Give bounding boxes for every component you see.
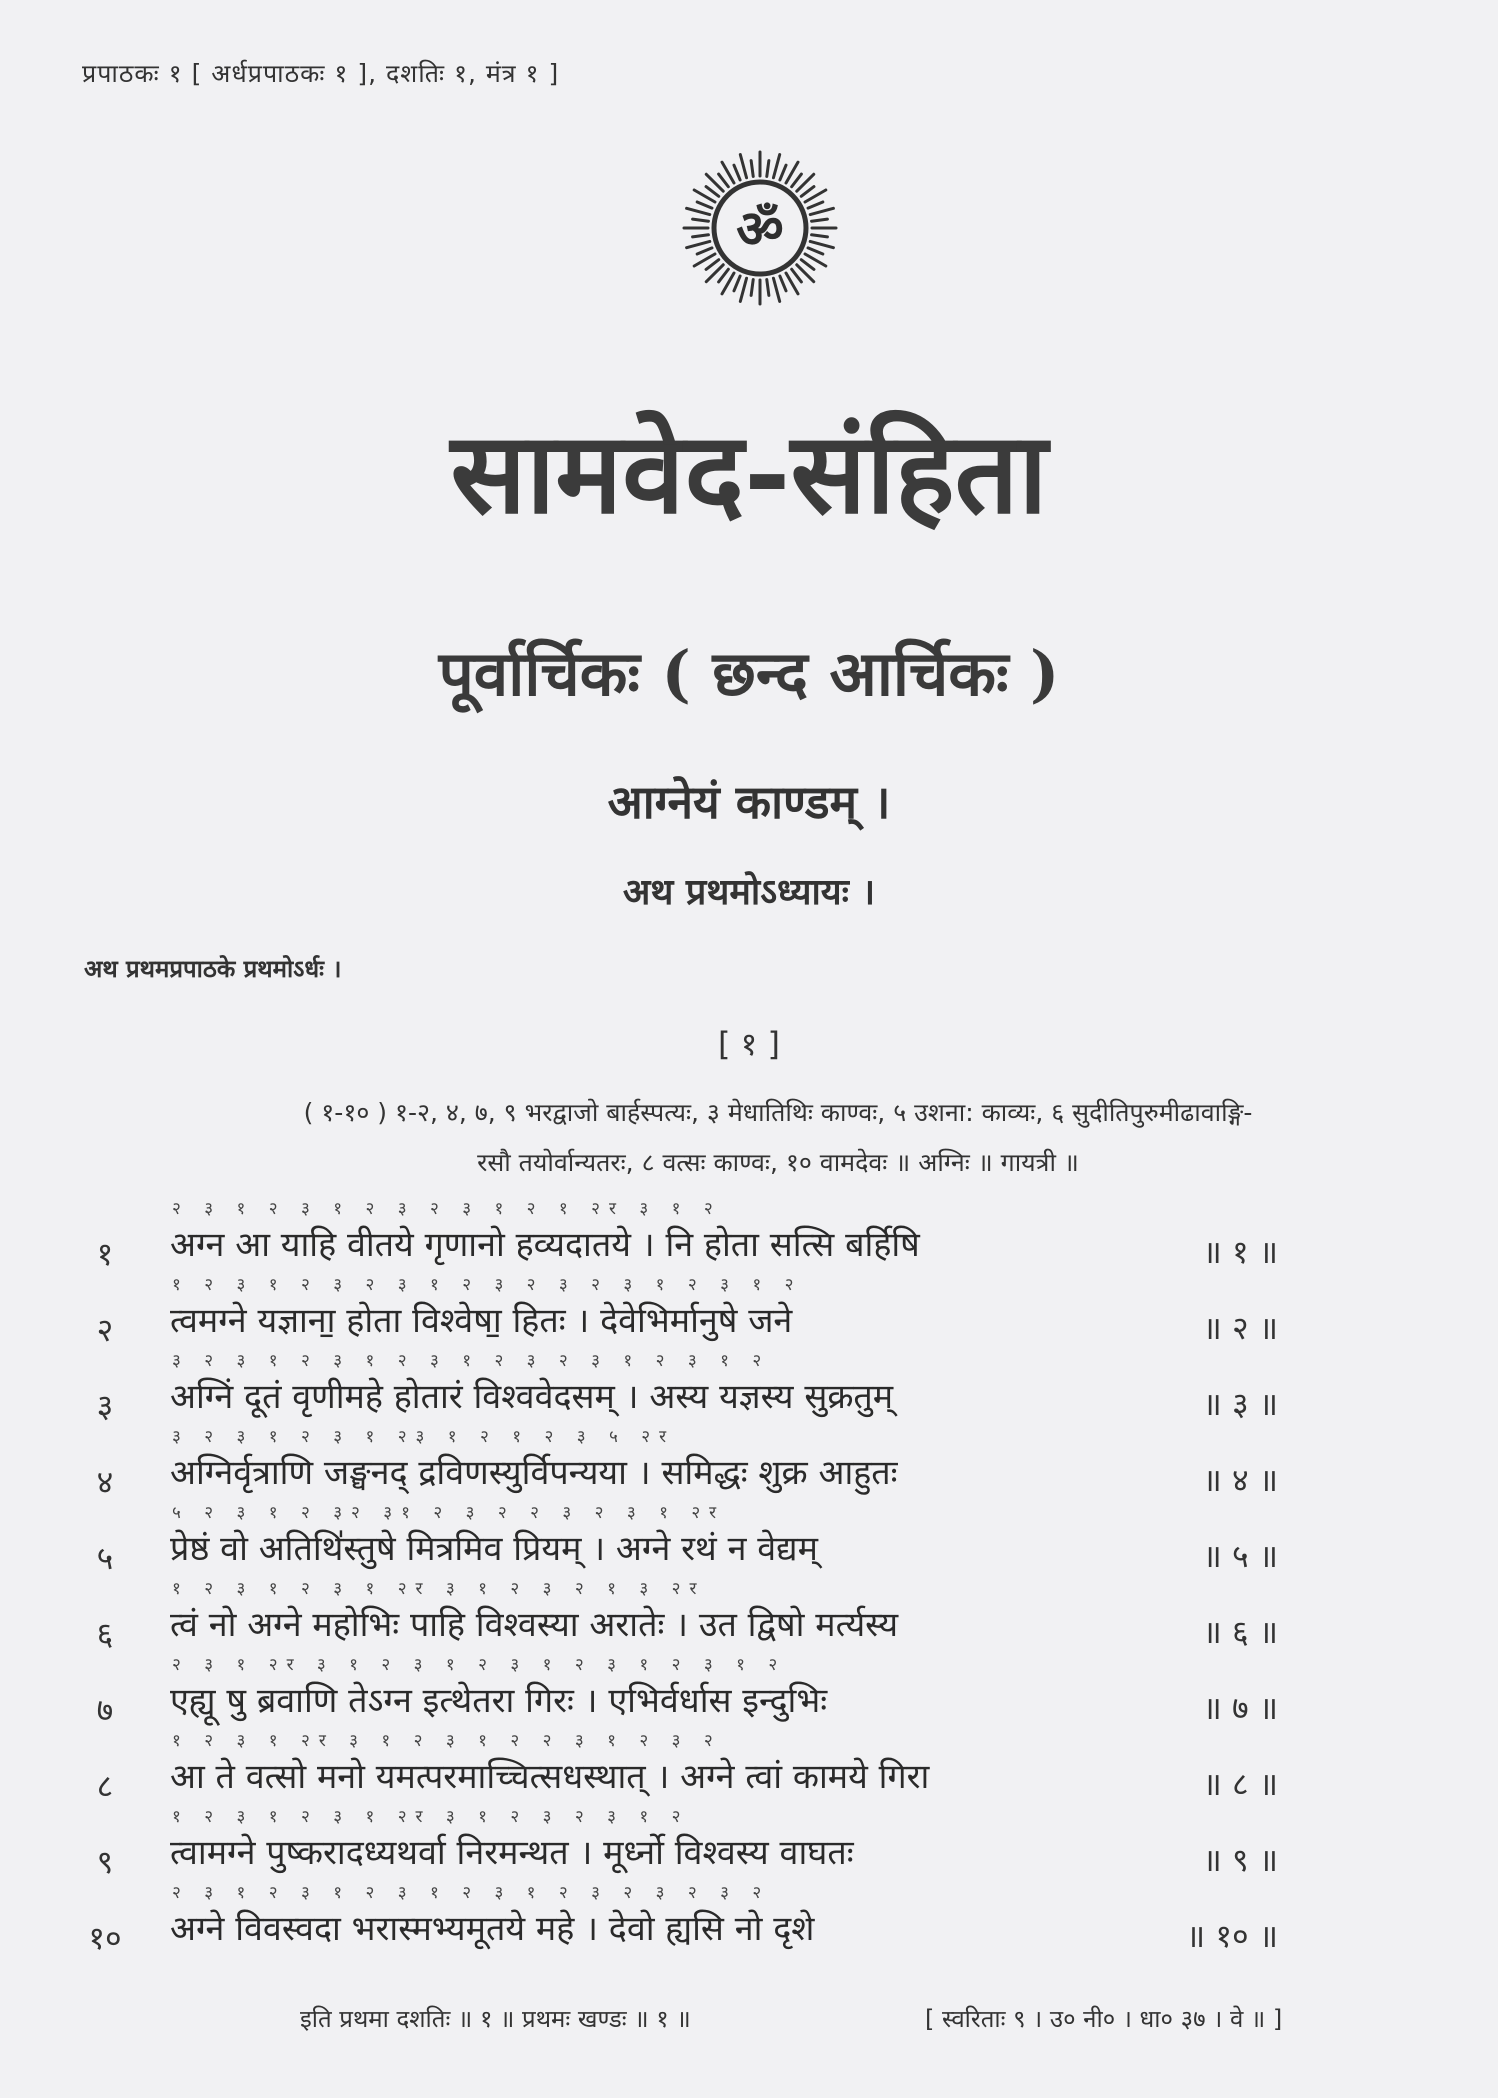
verse-end-number: ॥ ९ ॥ bbox=[1202, 1841, 1278, 1879]
sun-ray bbox=[801, 187, 814, 197]
verse-text: एह्यू षु ब्रवाणि तेऽग्न इत्थेतरा गिरः । एभिर्वर्धास इन्दुभिः bbox=[170, 1681, 828, 1721]
verse-number: ६ bbox=[96, 1615, 114, 1653]
sun-ray bbox=[697, 248, 712, 254]
sun-ray bbox=[751, 161, 753, 177]
verse-accent-marks: ३ २ ३ १ २ ३ १ २ ३ १ २ ३ २ ३ १ २ ३ १ २ bbox=[172, 1351, 771, 1371]
verse-accent-marks: २ ३ १ २र ३ १ २ ३ १ २ ३ १ २ ३ १ २ ३ १ २ bbox=[172, 1655, 787, 1675]
verse-row bbox=[0, 1348, 1498, 1424]
om-symbol: ॐ bbox=[736, 200, 784, 260]
verse-row bbox=[0, 1576, 1498, 1652]
sun-ray bbox=[740, 278, 746, 301]
verse-row bbox=[0, 1728, 1498, 1804]
verse-accent-marks: ५ २ ३ १ २ ३२ ३१ २ ३ २ २ ३ २ ३ १ २र bbox=[172, 1503, 726, 1523]
adhyaya-heading: अथ प्रथमोऽध्यायः । bbox=[622, 872, 876, 913]
sun-ray bbox=[810, 208, 833, 214]
rishi-line-2: रसौ तयोर्वान्यतरः, ८ वत्सः काण्वः, १० वामदेवः ॥ अग्निः ॥ गायत्री ॥ bbox=[477, 1148, 1079, 1177]
verse-text: अग्न आ याहि वीतये गृणानो हव्यदातये । नि होता सत्सि बर्हिषि bbox=[170, 1225, 920, 1265]
sun-ray bbox=[767, 280, 769, 296]
rishi-devata-chhanda bbox=[78, 1088, 1478, 1188]
sun-ray bbox=[740, 155, 746, 178]
sun-ray bbox=[808, 248, 823, 254]
verse-end-number: ॥ ८ ॥ bbox=[1202, 1765, 1278, 1803]
sun-ray bbox=[693, 235, 709, 237]
sun-ray bbox=[792, 174, 802, 187]
section-number: [ १ ] bbox=[718, 1025, 780, 1063]
sun-ray bbox=[812, 235, 828, 237]
verse-number: ९ bbox=[96, 1843, 114, 1881]
sun-ray bbox=[706, 187, 719, 197]
sun-ray bbox=[810, 241, 833, 247]
verse-accent-marks: २ ३ १ २ ३ १ २ ३ १ २ ३ १ २ ३ २ ३ २ ३ २ bbox=[172, 1883, 771, 1903]
verse-text: अग्निर्वृत्राणि जङ्घनद् द्रविणस्युर्विपन्यया । समिद्धः शुक्र आहुतः bbox=[170, 1453, 898, 1493]
sun-ray bbox=[719, 269, 729, 282]
verse-text: अग्ने विवस्वदा भरास्मभ्यमूतये महे । देवो ह्यसि नो दृशे bbox=[170, 1909, 815, 1949]
sun-ray bbox=[697, 202, 712, 208]
rishi-line-1: ( १-१० ) १-२, ४, ७, ९ भरद्वाजो बार्हस्पत्यः, ३ मेधातिथिः काण्वः, ५ उशना: काव्यः, ६ सुदीतिपुरुमीढावाङ्गि- bbox=[303, 1098, 1253, 1127]
verse-accent-marks: ३ २ ३ १ २ ३ १ २३ १ २ १ २ ३ ५ २र bbox=[172, 1427, 676, 1447]
verse-row bbox=[0, 1272, 1498, 1348]
verse-end-number: ॥ १ ॥ bbox=[1202, 1233, 1278, 1271]
verse-end-number: ॥ १० ॥ bbox=[1186, 1917, 1278, 1955]
verse-number: ५ bbox=[96, 1539, 114, 1577]
verse-number: ३ bbox=[96, 1387, 114, 1425]
sun-ray bbox=[773, 155, 779, 178]
verse-row bbox=[0, 1804, 1498, 1880]
footer-colophon: इति प्रथमा दशतिः ॥ १ ॥ प्रथमः खण्डः ॥ १ ॥ bbox=[300, 2005, 691, 2033]
verse-text: त्वमग्ने यज्ञाना॒ होता विश्वेषा॒ हितः । देवेभिर्मानुषे जने bbox=[170, 1301, 793, 1341]
sun-ray bbox=[780, 276, 786, 291]
sun-ray bbox=[719, 174, 729, 187]
verse-text: आ ते वत्सो मनो यमत्परमाच्चित्सधस्थात् । अग्ने त्वां कामये गिरा bbox=[170, 1757, 930, 1797]
kanda-heading: आग्नेयं काण्डम् । bbox=[607, 775, 891, 829]
sun-ray bbox=[792, 269, 802, 282]
verse-number: १० bbox=[88, 1919, 122, 1957]
subtitle: पूर्वार्चिकः ( छन्द आर्चिकः ) bbox=[438, 637, 1060, 710]
footer-summary: [ स्वरिताः ९ । उ० नी० । धा० ३७ । वे ॥ ] bbox=[925, 2005, 1283, 2033]
sun-ray bbox=[687, 208, 710, 214]
verse-row bbox=[0, 1196, 1498, 1272]
verse-row bbox=[0, 1500, 1498, 1576]
sun-ray bbox=[808, 202, 823, 208]
sun-ray bbox=[767, 161, 769, 177]
verse-text: प्रेष्ठं वो अतिथि॑स्तुषे मित्रमिव प्रियम् । अग्ने रथं न वेद्यम् bbox=[170, 1529, 818, 1569]
verse-end-number: ॥ ५ ॥ bbox=[1202, 1537, 1278, 1575]
sun-ray bbox=[734, 276, 740, 291]
sun-ray bbox=[773, 278, 779, 301]
sun-ray bbox=[687, 241, 710, 247]
verse-accent-marks: १ २ ३ १ २ ३ १ २र ३ १ २ ३ २ ३ १ २ bbox=[172, 1807, 690, 1827]
verse-accent-marks: १ २ ३ १ २र ३ १ २ ३ १ २ २ ३ १ २ ३ २ bbox=[172, 1731, 722, 1751]
verse-number: १ bbox=[96, 1235, 114, 1273]
verse-text: त्वं नो अग्ने महोभिः पाहि विश्वस्या अरातेः । उत द्विषो मर्त्यस्य bbox=[170, 1605, 899, 1645]
sun-ray bbox=[751, 280, 753, 296]
om-sunburst-icon bbox=[680, 148, 840, 308]
verse-row bbox=[0, 1880, 1498, 1956]
ardha-heading: अथ प्रथमप्रपाठके प्रथमोऽर्धः । bbox=[84, 955, 342, 983]
sun-ray bbox=[812, 219, 828, 221]
verse-end-number: ॥ ६ ॥ bbox=[1202, 1613, 1278, 1651]
sun-ray bbox=[780, 165, 786, 180]
verse-text: त्वामग्ने पुष्करादध्यथर्वा निरमन्थत । मूर्ध्नो विश्वस्य वाघतः bbox=[170, 1833, 854, 1873]
verse-row bbox=[0, 1652, 1498, 1728]
verse-end-number: ॥ ४ ॥ bbox=[1202, 1461, 1278, 1499]
sun-ray bbox=[693, 219, 709, 221]
verse-accent-marks: २ ३ १ २ ३ १ २ ३ २ ३ १ २ १ २र ३ १ २ bbox=[172, 1199, 722, 1219]
verse-text: अग्निं दूतं वृणीमहे होतारं विश्ववेदसम् । अस्य यज्ञस्य सुक्रतुम् bbox=[170, 1377, 894, 1417]
verse-accent-marks: १ २ ३ १ २ ३ २ ३ १ २ ३ २ ३ २ ३ १ २ ३ १ २ bbox=[172, 1275, 803, 1295]
sun-ray bbox=[734, 165, 740, 180]
verse-number: ७ bbox=[96, 1691, 114, 1729]
sun-ray bbox=[801, 260, 814, 270]
verse-number: ४ bbox=[96, 1463, 114, 1501]
page-title: सामवेद-संहिता bbox=[450, 408, 1048, 539]
verse-end-number: ॥ ३ ॥ bbox=[1202, 1385, 1278, 1423]
verse-number: ८ bbox=[96, 1767, 114, 1805]
verse-accent-marks: १ २ ३ १ २ ३ १ २र ३ १ २ ३ २ १ ३ २र bbox=[172, 1579, 706, 1599]
page-header-reference: प्रपाठकः १ [ अर्धप्रपाठकः १ ], दशतिः १, मंत्र १ ] bbox=[82, 59, 560, 88]
verse-row bbox=[0, 1424, 1498, 1500]
verse-end-number: ॥ २ ॥ bbox=[1202, 1309, 1278, 1347]
verse-number: २ bbox=[96, 1311, 114, 1349]
verse-end-number: ॥ ७ ॥ bbox=[1202, 1689, 1278, 1727]
sun-ray bbox=[706, 260, 719, 270]
